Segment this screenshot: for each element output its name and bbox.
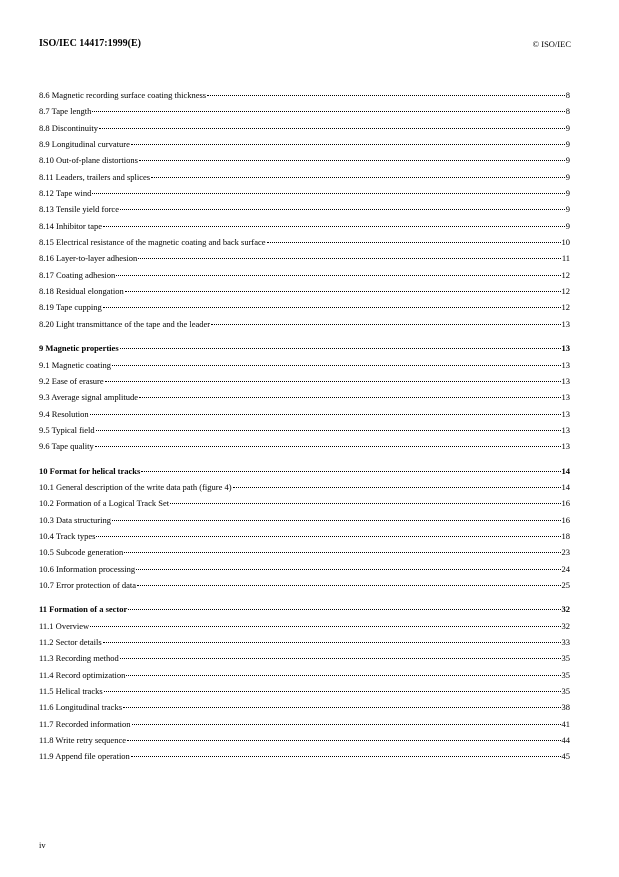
toc-entry-title: 11.3 Recording method [39,653,119,664]
dot-leader [96,536,560,537]
toc-entry-page: 9 [565,155,570,166]
toc-entry[interactable] [39,391,570,407]
toc-entry[interactable] [39,685,570,701]
toc-entry[interactable] [39,652,570,668]
toc-entry-title: 8.9 Longitudinal curvature [39,139,130,150]
dot-leader [128,609,560,610]
toc-entry-page: 23 [561,547,570,558]
dot-leader [139,160,565,161]
toc-entry[interactable] [39,89,570,105]
toc-entry-title: 11.9 Append file operation [39,751,130,762]
toc-entry-page: 9 [565,204,570,215]
dot-leader [120,348,561,349]
dot-leader [132,724,561,725]
toc-entry[interactable] [39,514,570,530]
toc-entry[interactable] [39,497,570,513]
toc-entry[interactable] [39,718,570,734]
dot-leader [136,569,560,570]
toc-entry-title: 10 Format for helical tracks [39,465,141,476]
dot-leader [267,242,561,243]
toc-section [39,342,570,456]
toc-entry-page: 45 [561,751,570,762]
toc-entry[interactable] [39,187,570,203]
toc-entry-title: 10.5 Subcode generation [39,547,124,558]
toc-entry-page: 35 [561,669,570,680]
toc-entry-title: 9.3 Average signal amplitude [39,392,138,403]
toc-entry-title: 10.6 Information processing [39,563,136,574]
dot-leader [131,144,565,145]
dot-leader [120,209,565,210]
dot-leader [151,177,565,178]
toc-entry-page: 44 [561,735,570,746]
toc-entry-title: 11.4 Record optimization [39,669,126,680]
toc-entry-title: 9 Magnetic properties [39,343,119,354]
toc-entry-page: 14 [561,465,570,476]
toc-entry-title: 9.6 Tape quality [39,441,94,452]
dot-leader [96,430,561,431]
toc-entry[interactable] [39,424,570,440]
toc-entry[interactable] [39,579,570,595]
toc-entry-title: 11.6 Longitudinal tracks [39,702,123,713]
dot-leader [90,626,560,627]
dot-leader [141,471,560,472]
toc-entry[interactable] [39,301,570,317]
dot-leader [92,193,564,194]
toc-entry-page: 13 [561,359,570,370]
toc-entry-title: 8.10 Out-of-plane distortions [39,155,138,166]
toc-entry[interactable] [39,252,570,268]
dot-leader [126,675,560,676]
toc-entry[interactable] [39,105,570,121]
toc-entry-page: 16 [561,514,570,525]
dot-leader [131,756,561,757]
toc-entry-title: 8.12 Tape wind [39,188,92,199]
toc-entry-page: 35 [561,686,570,697]
dot-leader [103,226,565,227]
toc-entry-title: 8.19 Tape cupping [39,302,102,313]
toc-entry-title: 9.4 Resolution [39,408,89,419]
toc-section-heading[interactable] [39,342,570,358]
toc-entry-page: 9 [565,220,570,231]
toc-entry-page: 13 [561,424,570,435]
toc-entry-page: 38 [561,702,570,713]
toc-entry-page: 24 [561,563,570,574]
toc-entry[interactable] [39,138,570,154]
toc-entry[interactable] [39,620,570,636]
toc-entry-page: 35 [561,653,570,664]
toc-entry[interactable] [39,563,570,579]
toc-entry-title: 10.1 General description of the write data path (figure 4) [39,481,232,492]
toc-section-heading[interactable] [39,465,570,481]
dot-leader [170,503,560,504]
toc-entry-page: 25 [561,579,570,590]
copyright-notice: © ISO/IEC [532,39,571,49]
toc-entry-title: 9.5 Typical field [39,424,95,435]
dot-leader [124,552,560,553]
toc-entry-title: 9.2 Ease of erasure [39,375,104,386]
toc-entry[interactable] [39,154,570,170]
toc-entry[interactable] [39,269,570,285]
toc-entry[interactable] [39,481,570,497]
toc-entry-page: 12 [561,269,570,280]
toc-entry[interactable] [39,750,570,766]
toc-entry-title: 11.2 Sector details [39,637,102,647]
toc-entry[interactable] [39,359,570,375]
toc-entry[interactable] [39,734,570,750]
toc-entry-page: 8 [565,106,570,117]
toc-entry-page: 12 [561,302,570,313]
toc-entry-title: 11.7 Recorded information [39,718,131,729]
toc-entry-page: 13 [561,318,570,329]
toc-entry-title: 11.5 Helical tracks [39,686,103,697]
toc-section [39,465,570,596]
dot-leader [139,397,561,398]
toc-entry-page: 9 [565,122,570,133]
dot-leader [137,585,560,586]
toc-entry[interactable] [39,440,570,456]
toc-entry-title: 10.3 Data structuring [39,514,111,525]
dot-leader [125,291,561,292]
toc-entry-title: 11 Formation of a sector [39,604,128,615]
toc-entry-page: 14 [561,481,570,492]
toc-entry-title: 11.1 Overview [39,620,90,631]
dot-leader [92,111,564,112]
dot-leader [112,365,561,366]
dot-leader [104,691,561,692]
document-id: ISO/IEC 14417:1999(E) [39,38,141,49]
toc-entry-title: 10.7 Error protection of data [39,579,137,590]
toc-entry-page: 9 [565,188,570,199]
dot-leader [211,324,560,325]
dot-leader [112,520,561,521]
toc-entry[interactable] [39,546,570,562]
toc-entry-title: 10.4 Track types [39,530,96,541]
toc-entry-page: 10 [561,237,570,248]
dot-leader [103,642,561,643]
dot-leader [116,275,560,276]
toc-entry-page: 18 [561,530,570,541]
toc-entry-page: 16 [561,498,570,509]
toc-section-heading[interactable] [39,603,570,619]
dot-leader [120,658,561,659]
toc-entry-title: 8.11 Leaders, trailers and splices [39,171,151,182]
toc-section [39,89,570,334]
dot-leader [95,446,561,447]
toc-entry-title: 8.16 Layer-to-layer adhesion [39,253,138,264]
dot-leader [90,414,561,415]
dot-leader [138,258,561,259]
dot-leader [103,307,561,308]
toc-entry-page: 13 [561,343,570,354]
toc-entry-page: 32 [561,604,570,615]
toc-entry[interactable] [39,636,570,652]
toc-entry-page: 32 [561,620,570,631]
toc-entry[interactable] [39,220,570,236]
toc-entry-page: 13 [561,375,570,386]
toc-entry-page: 41 [561,718,570,729]
toc-entry[interactable] [39,203,570,219]
dot-leader [207,95,565,96]
toc-section [39,603,570,766]
toc-entry-page: 13 [561,408,570,419]
toc-entry-title: 8.6 Magnetic recording surface coating thickness [39,90,207,100]
toc-entry[interactable] [39,408,570,424]
toc-entry-title: 8.14 Inhibitor tape [39,220,103,231]
toc-entry-page: 12 [561,286,570,297]
toc-entry-page: 8 [565,90,570,100]
toc-entry[interactable] [39,530,570,546]
table-of-contents [39,89,570,767]
toc-entry-title: 8.15 Electrical resistance of the magnetic coating and back surface [39,237,266,248]
dot-leader [233,487,561,488]
toc-entry[interactable] [39,375,570,391]
toc-entry-title: 9.1 Magnetic coating [39,359,111,370]
toc-entry-page: 13 [561,392,570,403]
toc-entry-page: 9 [565,171,570,182]
toc-entry-title: 11.8 Write retry sequence [39,735,126,746]
dot-leader [127,740,561,741]
toc-entry-page: 33 [561,637,570,647]
toc-entry-title: 8.13 Tensile yield force [39,204,119,215]
toc-entry[interactable] [39,236,570,252]
toc-entry-page: 13 [561,441,570,452]
dot-leader [123,707,560,708]
toc-entry[interactable] [39,701,570,717]
toc-entry-title: 10.2 Formation of a Logical Track Set [39,498,170,509]
toc-entry[interactable] [39,171,570,187]
toc-entry-page: 9 [565,139,570,150]
toc-entry[interactable] [39,669,570,685]
dot-leader [105,381,561,382]
toc-entry-title: 8.20 Light transmittance of the tape and the leader [39,318,211,329]
toc-entry[interactable] [39,122,570,138]
toc-entry-page: 11 [561,253,570,264]
toc-entry-title: 8.18 Residual elongation [39,286,124,297]
toc-entry-title: 8.7 Tape length [39,106,92,117]
page-number: iv [39,840,46,850]
toc-entry[interactable] [39,285,570,301]
toc-entry-title: 8.8 Discontinuity [39,122,99,133]
toc-entry-title: 8.17 Coating adhesion [39,269,116,280]
toc-entry[interactable] [39,318,570,334]
dot-leader [99,128,565,129]
